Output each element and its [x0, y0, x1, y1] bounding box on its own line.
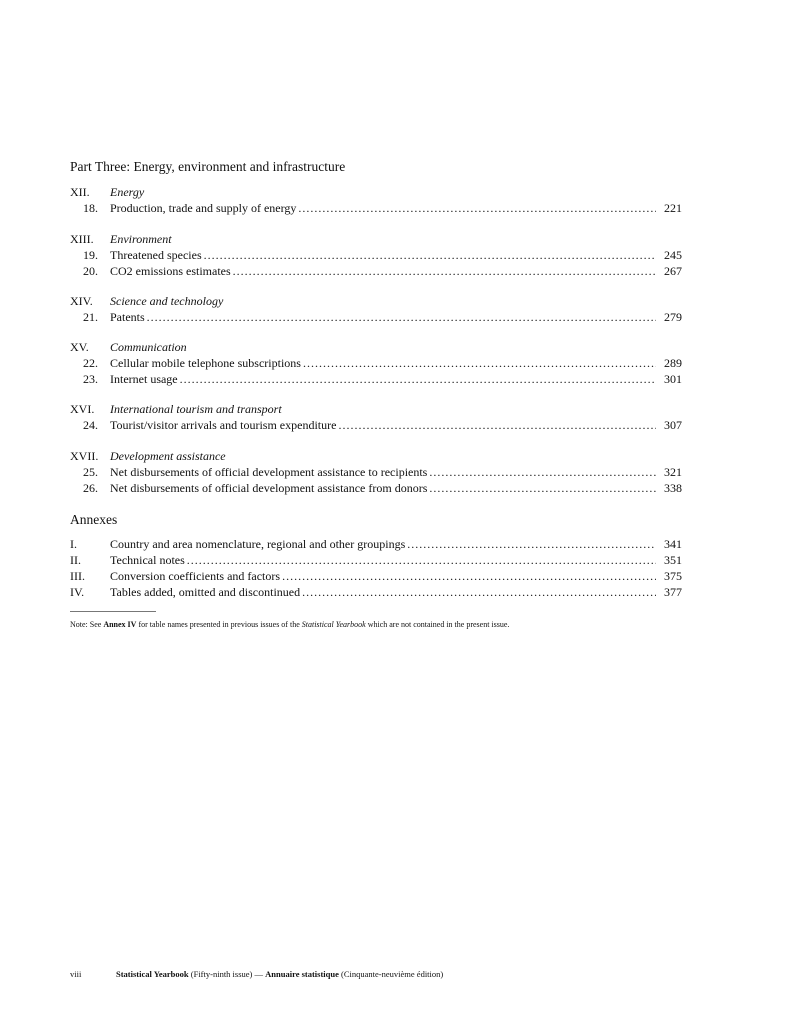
toc-entry[interactable]	[70, 480, 682, 496]
part-title: Part Three: Energy, environment and infrastructure	[70, 159, 346, 174]
entry-label: Net disbursements of official development assistance from donors	[110, 481, 428, 495]
dot-leader	[180, 371, 656, 387]
entry-page: 245	[664, 248, 682, 262]
entry-label: Tourist/visitor arrivals and tourism expenditure	[110, 418, 337, 432]
dot-leader	[407, 536, 656, 552]
toc-entry[interactable]	[70, 371, 682, 387]
dot-leader	[187, 552, 656, 568]
section-number: XV.	[70, 340, 89, 354]
annex-number: IV.	[70, 585, 85, 599]
entry-number: 20.	[83, 264, 98, 278]
section-number: XVII.	[70, 449, 99, 463]
entry-page: 338	[664, 481, 682, 495]
publication-title: Statistical Yearbook	[301, 620, 366, 629]
toc-section	[70, 293, 682, 325]
dot-leader	[204, 247, 656, 263]
toc-entry[interactable]	[70, 309, 682, 325]
section-title: International tourism and transport	[110, 402, 282, 416]
entry-label: Threatened species	[110, 248, 202, 262]
note-middle: for table names presented in previous issues of the	[136, 620, 302, 629]
toc-entry[interactable]	[70, 355, 682, 371]
entry-page: 289	[664, 356, 682, 370]
dot-leader	[429, 480, 656, 496]
section-number: XIV.	[70, 294, 93, 308]
section-number: XII.	[70, 185, 90, 199]
dot-leader	[282, 568, 656, 584]
section-title: Environment	[110, 232, 172, 246]
dot-leader	[233, 263, 656, 279]
dot-leader	[303, 355, 656, 371]
toc-section	[70, 231, 682, 279]
annex-page: 377	[664, 585, 682, 599]
toc-entry[interactable]	[70, 263, 682, 279]
entry-label: Patents	[110, 310, 145, 324]
entry-label: Cellular mobile telephone subscriptions	[110, 356, 301, 370]
footer-title-fr: Annuaire statistique	[265, 969, 339, 979]
section-title: Science and technology	[110, 294, 224, 308]
toc-section	[70, 339, 682, 387]
annex-entry[interactable]	[70, 584, 682, 600]
dot-leader	[338, 417, 656, 433]
annex-label: Technical notes	[110, 553, 185, 567]
entry-number: 18.	[83, 201, 98, 215]
annex-label: Tables added, omitted and discontinued	[110, 585, 301, 599]
entry-label: Net disbursements of official development assistance to recipients	[110, 465, 428, 479]
annex-page: 341	[664, 537, 682, 551]
annexes-heading: Annexes	[70, 512, 118, 527]
entry-page: 279	[664, 310, 682, 324]
footer-issue-en: (Fifty-ninth issue) —	[188, 969, 266, 979]
entry-number: 21.	[83, 310, 98, 324]
toc-section	[70, 401, 682, 433]
toc-section	[70, 184, 682, 216]
toc-entry[interactable]	[70, 417, 682, 433]
entry-page: 267	[664, 264, 682, 278]
entry-number: 24.	[83, 418, 98, 432]
entry-number: 23.	[83, 372, 98, 386]
entry-page: 301	[664, 372, 682, 386]
footer-issue-fr: (Cinquante-neuvième édition)	[338, 969, 444, 979]
annex-entry[interactable]	[70, 536, 682, 552]
dot-leader	[147, 309, 656, 325]
entry-number: 25.	[83, 465, 98, 479]
page-footer	[70, 969, 443, 979]
note-suffix: which are not contained in the present issue.	[365, 620, 510, 629]
dot-leader	[298, 200, 656, 216]
toc-entry[interactable]	[70, 200, 682, 216]
section-title: Energy	[110, 185, 145, 199]
annex-label: Conversion coefficients and factors	[110, 569, 281, 583]
annexes-list	[70, 536, 682, 600]
entry-page: 321	[664, 465, 682, 479]
annex-number: III.	[70, 569, 85, 583]
toc-section	[70, 448, 682, 496]
entry-number: 26.	[83, 481, 98, 495]
annex-reference-link[interactable]: Annex IV	[103, 620, 137, 629]
annex-number: II.	[70, 553, 81, 567]
section-number: XIII.	[70, 232, 94, 246]
annex-page: 351	[664, 553, 682, 567]
entry-number: 22.	[83, 356, 98, 370]
annex-entry[interactable]	[70, 552, 682, 568]
dot-leader	[302, 584, 656, 600]
entry-label: Internet usage	[110, 372, 178, 386]
section-title: Communication	[110, 340, 187, 354]
annex-page: 375	[664, 569, 682, 583]
footer-title-en: Statistical Yearbook	[116, 969, 189, 979]
page-number: viii	[70, 969, 82, 979]
annex-entry[interactable]	[70, 568, 682, 584]
entry-page: 221	[664, 201, 682, 215]
footnote-rule	[70, 611, 156, 612]
entry-label: Production, trade and supply of energy	[110, 201, 297, 215]
footnote	[70, 620, 509, 629]
annex-number: I.	[70, 537, 77, 551]
dot-leader	[429, 464, 656, 480]
entry-number: 19.	[83, 248, 98, 262]
toc-entry[interactable]	[70, 247, 682, 263]
entry-page: 307	[664, 418, 682, 432]
entry-label: CO2 emissions estimates	[110, 264, 231, 278]
toc-entry[interactable]	[70, 464, 682, 480]
annex-label: Country and area nomenclature, regional and other groupings	[110, 537, 406, 551]
note-prefix: Note: See	[70, 620, 104, 629]
section-number: XVI.	[70, 402, 95, 416]
section-title: Development assistance	[110, 449, 226, 463]
